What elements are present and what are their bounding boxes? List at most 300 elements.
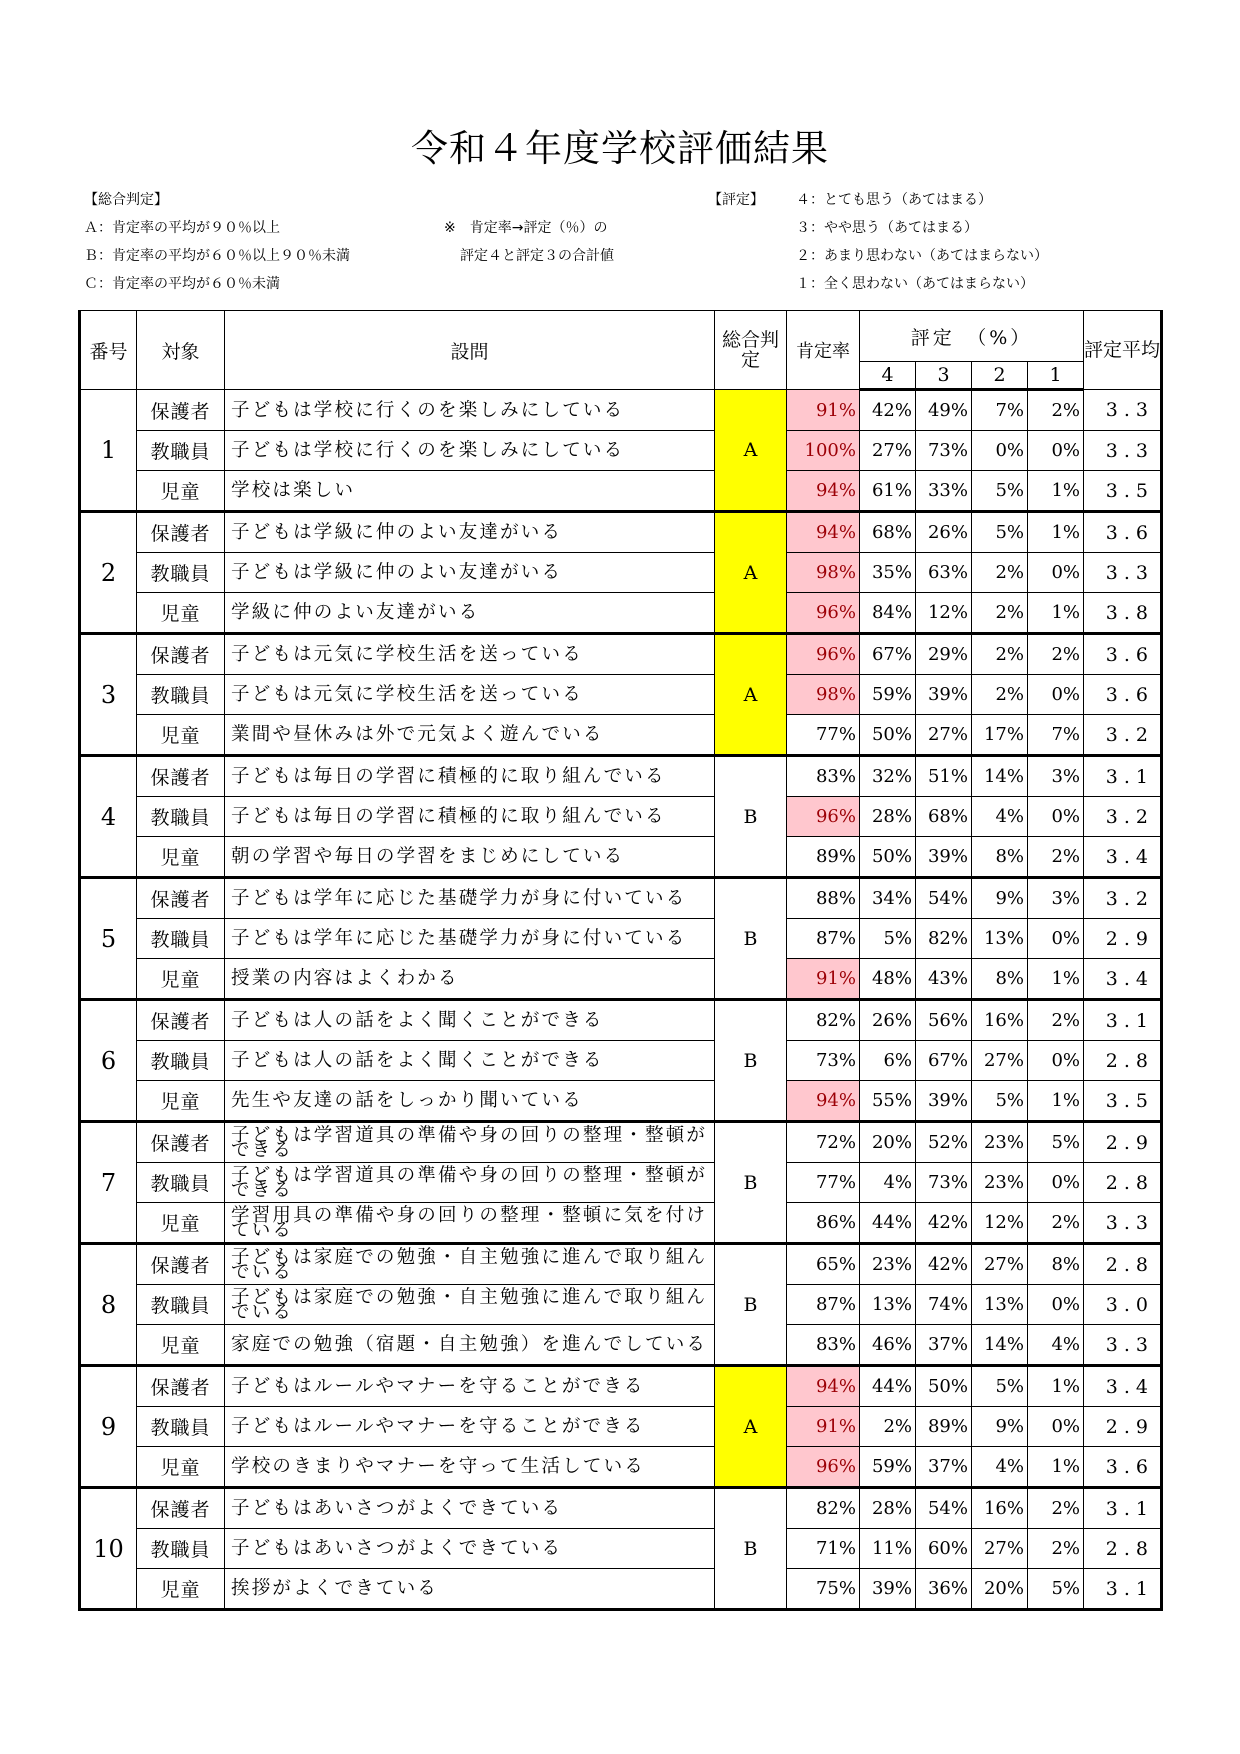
rating-1-cell: 0%	[1028, 1285, 1084, 1325]
rating-3-cell: 39%	[916, 1081, 972, 1122]
table-row	[80, 1081, 1162, 1122]
rating-4-cell: 50%	[860, 837, 916, 878]
target-cell: 教職員	[137, 553, 225, 593]
question-cell: 挨拶がよくできている	[225, 1569, 715, 1610]
rating-4-cell: 44%	[860, 1366, 916, 1407]
rating-1-cell: 0%	[1028, 431, 1084, 471]
item-number: 10	[80, 1488, 137, 1610]
rate-cell: 83%	[787, 756, 860, 797]
question-cell: 子どもは毎日の学習に積極的に取り組んでいる	[225, 756, 715, 797]
table-row	[80, 919, 1162, 959]
header-number: 番号	[80, 311, 137, 390]
legend-line: ２：あまり思わない（あてはまらない）	[796, 248, 1048, 264]
question-cell: 子どもは学級に仲のよい友達がいる	[225, 512, 715, 553]
item-number: 4	[80, 756, 137, 878]
item-number: 3	[80, 634, 137, 756]
target-cell: 保護者	[137, 1366, 225, 1407]
question-cell: 子どもは人の話をよく聞くことができる	[225, 1041, 715, 1081]
question-cell: 子どもはあいさつがよくできている	[225, 1529, 715, 1569]
average-cell: 3.6	[1084, 675, 1162, 715]
average-cell: 3.4	[1084, 1366, 1162, 1407]
rating-2-cell: 5%	[972, 471, 1028, 512]
average-cell: 2.8	[1084, 1244, 1162, 1285]
rate-cell: 73%	[787, 1041, 860, 1081]
rating-3-cell: 67%	[916, 1041, 972, 1081]
question-cell: 子どもはあいさつがよくできている	[225, 1488, 715, 1529]
rating-3-cell: 49%	[916, 390, 972, 431]
table-body	[80, 390, 1162, 1610]
rating-3-cell: 42%	[916, 1203, 972, 1244]
rating-3-cell: 89%	[916, 1407, 972, 1447]
rating-2-cell: 2%	[972, 593, 1028, 634]
rating-2-cell: 14%	[972, 1325, 1028, 1366]
target-cell: 保護者	[137, 1000, 225, 1041]
header-judgement: 総合判定	[715, 311, 787, 390]
rating-1-cell: 1%	[1028, 1447, 1084, 1488]
rate-cell: 72%	[787, 1122, 860, 1163]
question-cell: 子どもは学習道具の準備や身の回りの整理・整頓ができる	[225, 1122, 715, 1163]
question-cell: 朝の学習や毎日の学習をまじめにしている	[225, 837, 715, 878]
rate-cell: 87%	[787, 1285, 860, 1325]
average-cell: 2.9	[1084, 919, 1162, 959]
rating-1-cell: 2%	[1028, 1000, 1084, 1041]
rate-cell: 89%	[787, 837, 860, 878]
question-cell: 子どもは人の話をよく聞くことができる	[225, 1000, 715, 1041]
rating-1-cell: 0%	[1028, 1163, 1084, 1203]
rating-4-cell: 28%	[860, 1488, 916, 1529]
rating-2-cell: 20%	[972, 1569, 1028, 1610]
rating-2-cell: 4%	[972, 797, 1028, 837]
target-cell: 保護者	[137, 1488, 225, 1529]
rating-1-cell: 1%	[1028, 959, 1084, 1000]
rating-3-cell: 73%	[916, 431, 972, 471]
question-cell: 子どもは学年に応じた基礎学力が身に付いている	[225, 878, 715, 919]
target-cell: 児童	[137, 1203, 225, 1244]
target-cell: 児童	[137, 1081, 225, 1122]
table-row	[80, 1244, 1162, 1285]
rating-4-cell: 67%	[860, 634, 916, 675]
rating-4-cell: 46%	[860, 1325, 916, 1366]
table-row	[80, 431, 1162, 471]
rating-4-cell: 6%	[860, 1041, 916, 1081]
rate-cell: 98%	[787, 553, 860, 593]
rating-4-cell: 28%	[860, 797, 916, 837]
rating-1-cell: 1%	[1028, 471, 1084, 512]
question-cell: 子どもは学校に行くのを楽しみにしている	[225, 390, 715, 431]
judgement-cell: B	[715, 1244, 787, 1366]
rating-2-cell: 5%	[972, 512, 1028, 553]
question-cell: 子どもは元気に学校生活を送っている	[225, 634, 715, 675]
average-cell: 2.9	[1084, 1407, 1162, 1447]
target-cell: 児童	[137, 715, 225, 756]
rating-4-cell: 48%	[860, 959, 916, 1000]
question-cell: 子どもは家庭での勉強・自主勉強に進んで取り組んでいる	[225, 1285, 715, 1325]
page-title: 令和４年度学校評価結果	[411, 127, 829, 170]
rating-2-cell: 2%	[972, 634, 1028, 675]
target-cell: 保護者	[137, 634, 225, 675]
question-cell: 子どもはルールやマナーを守ることができる	[225, 1366, 715, 1407]
header-rating: 評定 （%）	[860, 311, 1084, 362]
table-row	[80, 1407, 1162, 1447]
average-cell: 2.8	[1084, 1529, 1162, 1569]
table-row	[80, 593, 1162, 634]
table-header	[80, 311, 1162, 390]
target-cell: 児童	[137, 837, 225, 878]
legend-line: Ｂ：肯定率の平均が６０％以上９０％未満	[84, 248, 350, 264]
target-cell: 児童	[137, 593, 225, 634]
target-cell: 教職員	[137, 1285, 225, 1325]
rating-4-cell: 27%	[860, 431, 916, 471]
rating-1-cell: 2%	[1028, 390, 1084, 431]
rating-4-cell: 13%	[860, 1285, 916, 1325]
evaluation-table	[78, 310, 1163, 1611]
rating-3-cell: 50%	[916, 1366, 972, 1407]
rating-3-cell: 60%	[916, 1529, 972, 1569]
average-cell: 3.1	[1084, 756, 1162, 797]
rating-4-cell: 44%	[860, 1203, 916, 1244]
rating-1-cell: 7%	[1028, 715, 1084, 756]
rate-cell: 65%	[787, 1244, 860, 1285]
rating-2-cell: 27%	[972, 1041, 1028, 1081]
question-cell: 学級に仲のよい友達がいる	[225, 593, 715, 634]
rating-3-cell: 82%	[916, 919, 972, 959]
average-cell: 3.1	[1084, 1488, 1162, 1529]
header-rating-1: 1	[1028, 362, 1084, 390]
rating-2-cell: 23%	[972, 1163, 1028, 1203]
rating-4-cell: 39%	[860, 1569, 916, 1610]
rating-2-cell: 23%	[972, 1122, 1028, 1163]
table-row	[80, 512, 1162, 553]
rating-1-cell: 1%	[1028, 512, 1084, 553]
table-row	[80, 797, 1162, 837]
question-cell: 学校のきまりやマナーを守って生活している	[225, 1447, 715, 1488]
rating-1-cell: 5%	[1028, 1122, 1084, 1163]
rating-2-cell: 13%	[972, 1285, 1028, 1325]
rate-cell: 91%	[787, 959, 860, 1000]
average-cell: 3.2	[1084, 878, 1162, 919]
judgement-cell: A	[715, 634, 787, 756]
rating-3-cell: 33%	[916, 471, 972, 512]
rate-cell: 94%	[787, 1081, 860, 1122]
target-cell: 教職員	[137, 1529, 225, 1569]
question-cell: 子どもは家庭での勉強・自主勉強に進んで取り組んでいる	[225, 1244, 715, 1285]
target-cell: 教職員	[137, 431, 225, 471]
rate-cell: 88%	[787, 878, 860, 919]
rate-cell: 77%	[787, 715, 860, 756]
table-row	[80, 553, 1162, 593]
judgement-cell: A	[715, 512, 787, 634]
rate-cell: 77%	[787, 1163, 860, 1203]
rate-cell: 94%	[787, 512, 860, 553]
average-cell: 3.0	[1084, 1285, 1162, 1325]
rating-1-cell: 2%	[1028, 1529, 1084, 1569]
average-cell: 3.2	[1084, 715, 1162, 756]
table-row	[80, 1488, 1162, 1529]
rating-4-cell: 5%	[860, 919, 916, 959]
judgement-cell: A	[715, 390, 787, 512]
rating-4-cell: 61%	[860, 471, 916, 512]
target-cell: 保護者	[137, 512, 225, 553]
average-cell: 2.8	[1084, 1041, 1162, 1081]
rate-cell: 87%	[787, 919, 860, 959]
table-row	[80, 1203, 1162, 1244]
rate-cell: 100%	[787, 431, 860, 471]
rating-3-cell: 54%	[916, 878, 972, 919]
question-cell: 家庭での勉強（宿題・自主勉強）を進んでしている	[225, 1325, 715, 1366]
header-rate: 肯定率	[787, 311, 860, 390]
rating-4-cell: 26%	[860, 1000, 916, 1041]
rating-1-cell: 2%	[1028, 837, 1084, 878]
rating-4-cell: 55%	[860, 1081, 916, 1122]
legend-line: １：全く思わない（あてはまらない）	[796, 276, 1034, 292]
legend-line: Ｃ：肯定率の平均が６０％未満	[84, 276, 280, 292]
average-cell: 3.3	[1084, 390, 1162, 431]
average-cell: 3.5	[1084, 1081, 1162, 1122]
rating-4-cell: 4%	[860, 1163, 916, 1203]
rating-2-cell: 9%	[972, 878, 1028, 919]
rating-1-cell: 1%	[1028, 1081, 1084, 1122]
rating-4-cell: 11%	[860, 1529, 916, 1569]
rating-2-cell: 8%	[972, 959, 1028, 1000]
rate-cell: 98%	[787, 675, 860, 715]
rating-1-cell: 3%	[1028, 878, 1084, 919]
rating-1-cell: 2%	[1028, 1203, 1084, 1244]
average-cell: 3.4	[1084, 837, 1162, 878]
average-cell: 3.3	[1084, 431, 1162, 471]
rating-4-cell: 35%	[860, 553, 916, 593]
legend-note	[444, 214, 614, 270]
rating-4-cell: 2%	[860, 1407, 916, 1447]
rating-3-cell: 43%	[916, 959, 972, 1000]
table-row	[80, 959, 1162, 1000]
average-cell: 2.9	[1084, 1122, 1162, 1163]
rating-4-cell: 59%	[860, 1447, 916, 1488]
item-number: 8	[80, 1244, 137, 1366]
average-cell: 3.3	[1084, 1203, 1162, 1244]
header-question: 設問	[225, 311, 715, 390]
target-cell: 教職員	[137, 675, 225, 715]
header-rating-4: 4	[860, 362, 916, 390]
rate-cell: 91%	[787, 390, 860, 431]
target-cell: 教職員	[137, 919, 225, 959]
rate-cell: 96%	[787, 634, 860, 675]
rating-2-cell: 12%	[972, 1203, 1028, 1244]
rating-4-cell: 32%	[860, 756, 916, 797]
rate-cell: 75%	[787, 1569, 860, 1610]
rating-4-cell: 50%	[860, 715, 916, 756]
question-cell: 業間や昼休みは外で元気よく遊んでいる	[225, 715, 715, 756]
legend-line: 【総合判定】	[84, 192, 168, 208]
rating-2-cell: 5%	[972, 1366, 1028, 1407]
judgement-cell: A	[715, 1366, 787, 1488]
rating-4-cell: 34%	[860, 878, 916, 919]
table-row	[80, 1447, 1162, 1488]
legend-line: ３：やや思う（あてはまる）	[796, 220, 978, 236]
rating-2-cell: 16%	[972, 1000, 1028, 1041]
rating-1-cell: 1%	[1028, 593, 1084, 634]
rating-2-cell: 8%	[972, 837, 1028, 878]
rate-cell: 94%	[787, 1366, 860, 1407]
rating-1-cell: 0%	[1028, 1407, 1084, 1447]
header-average: 評定平均	[1084, 311, 1162, 390]
question-cell: 学校は楽しい	[225, 471, 715, 512]
legend-line: ※ 肯定率→評定（％）の	[444, 220, 608, 236]
target-cell: 児童	[137, 1569, 225, 1610]
rating-2-cell: 0%	[972, 431, 1028, 471]
rating-3-cell: 68%	[916, 797, 972, 837]
average-cell: 3.4	[1084, 959, 1162, 1000]
average-cell: 3.1	[1084, 1569, 1162, 1610]
table-row	[80, 1285, 1162, 1325]
rating-3-cell: 63%	[916, 553, 972, 593]
rating-3-cell: 73%	[916, 1163, 972, 1203]
rating-3-cell: 37%	[916, 1325, 972, 1366]
question-cell: 学習用具の準備や身の回りの整理・整頓に気を付けている	[225, 1203, 715, 1244]
table-row	[80, 715, 1162, 756]
table-row	[80, 1366, 1162, 1407]
rating-3-cell: 51%	[916, 756, 972, 797]
rate-cell: 96%	[787, 593, 860, 634]
legend-rating-label: 【評定】	[708, 192, 764, 208]
rate-cell: 83%	[787, 1325, 860, 1366]
question-cell: 子どもは学習道具の準備や身の回りの整理・整頓ができる	[225, 1163, 715, 1203]
table-row	[80, 1569, 1162, 1610]
target-cell: 児童	[137, 1447, 225, 1488]
average-cell: 3.5	[1084, 471, 1162, 512]
rating-3-cell: 12%	[916, 593, 972, 634]
rating-3-cell: 29%	[916, 634, 972, 675]
table-row	[80, 471, 1162, 512]
question-cell: 子どもは学年に応じた基礎学力が身に付いている	[225, 919, 715, 959]
average-cell: 3.6	[1084, 512, 1162, 553]
question-cell: 子どもは学級に仲のよい友達がいる	[225, 553, 715, 593]
header-target: 対象	[137, 311, 225, 390]
average-cell: 3.2	[1084, 797, 1162, 837]
header-rating-3: 3	[916, 362, 972, 390]
judgement-cell: B	[715, 1122, 787, 1244]
rating-4-cell: 84%	[860, 593, 916, 634]
judgement-cell: B	[715, 1000, 787, 1122]
item-number: 5	[80, 878, 137, 1000]
target-cell: 保護者	[137, 1122, 225, 1163]
table-row	[80, 1163, 1162, 1203]
rating-3-cell: 52%	[916, 1122, 972, 1163]
rating-3-cell: 39%	[916, 675, 972, 715]
question-cell: 子どもは元気に学校生活を送っている	[225, 675, 715, 715]
average-cell: 3.6	[1084, 1447, 1162, 1488]
rate-cell: 82%	[787, 1488, 860, 1529]
legend-rating	[796, 186, 1048, 298]
table-row	[80, 1529, 1162, 1569]
target-cell: 教職員	[137, 1407, 225, 1447]
question-cell: 子どもは毎日の学習に積極的に取り組んでいる	[225, 797, 715, 837]
rating-2-cell: 9%	[972, 1407, 1028, 1447]
target-cell: 児童	[137, 1325, 225, 1366]
target-cell: 教職員	[137, 1041, 225, 1081]
rating-3-cell: 42%	[916, 1244, 972, 1285]
rating-1-cell: 4%	[1028, 1325, 1084, 1366]
rating-1-cell: 0%	[1028, 919, 1084, 959]
table-row	[80, 1325, 1162, 1366]
rating-3-cell: 39%	[916, 837, 972, 878]
rating-3-cell: 74%	[916, 1285, 972, 1325]
question-cell: 子どもはルールやマナーを守ることができる	[225, 1407, 715, 1447]
rating-2-cell: 7%	[972, 390, 1028, 431]
legend-overall	[84, 186, 350, 298]
rate-cell: 96%	[787, 797, 860, 837]
table-row	[80, 756, 1162, 797]
rating-1-cell: 2%	[1028, 634, 1084, 675]
rating-4-cell: 42%	[860, 390, 916, 431]
average-cell: 3.3	[1084, 553, 1162, 593]
table-row	[80, 837, 1162, 878]
table-row	[80, 675, 1162, 715]
rating-1-cell: 1%	[1028, 1366, 1084, 1407]
target-cell: 保護者	[137, 1244, 225, 1285]
rate-cell: 96%	[787, 1447, 860, 1488]
question-cell: 子どもは学校に行くのを楽しみにしている	[225, 431, 715, 471]
rating-1-cell: 2%	[1028, 1488, 1084, 1529]
target-cell: 教職員	[137, 1163, 225, 1203]
rating-1-cell: 0%	[1028, 797, 1084, 837]
table-row	[80, 1122, 1162, 1163]
item-number: 2	[80, 512, 137, 634]
rating-1-cell: 5%	[1028, 1569, 1084, 1610]
average-cell: 3.6	[1084, 634, 1162, 675]
rating-1-cell: 0%	[1028, 553, 1084, 593]
rating-4-cell: 68%	[860, 512, 916, 553]
rating-1-cell: 3%	[1028, 756, 1084, 797]
rate-cell: 82%	[787, 1000, 860, 1041]
target-cell: 保護者	[137, 878, 225, 919]
target-cell: 児童	[137, 471, 225, 512]
question-cell: 先生や友達の話をしっかり聞いている	[225, 1081, 715, 1122]
judgement-cell: B	[715, 1488, 787, 1610]
question-cell: 授業の内容はよくわかる	[225, 959, 715, 1000]
rating-1-cell: 0%	[1028, 675, 1084, 715]
header-rating-2: 2	[972, 362, 1028, 390]
table-row	[80, 634, 1162, 675]
target-cell: 教職員	[137, 797, 225, 837]
rating-2-cell: 17%	[972, 715, 1028, 756]
rating-2-cell: 27%	[972, 1244, 1028, 1285]
rate-cell: 71%	[787, 1529, 860, 1569]
rate-cell: 94%	[787, 471, 860, 512]
rating-3-cell: 54%	[916, 1488, 972, 1529]
item-number: 1	[80, 390, 137, 512]
item-number: 9	[80, 1366, 137, 1488]
rating-2-cell: 14%	[972, 756, 1028, 797]
table-row	[80, 1000, 1162, 1041]
rating-2-cell: 5%	[972, 1081, 1028, 1122]
rating-2-cell: 13%	[972, 919, 1028, 959]
rating-2-cell: 16%	[972, 1488, 1028, 1529]
rate-cell: 91%	[787, 1407, 860, 1447]
legend-line: ４：とても思う（あてはまる）	[796, 192, 992, 208]
rating-3-cell: 36%	[916, 1569, 972, 1610]
judgement-cell: B	[715, 878, 787, 1000]
average-cell: 3.1	[1084, 1000, 1162, 1041]
table-row	[80, 1041, 1162, 1081]
average-cell: 3.8	[1084, 593, 1162, 634]
target-cell: 保護者	[137, 390, 225, 431]
rating-4-cell: 20%	[860, 1122, 916, 1163]
rate-cell: 86%	[787, 1203, 860, 1244]
rating-2-cell: 4%	[972, 1447, 1028, 1488]
rating-3-cell: 56%	[916, 1000, 972, 1041]
rating-4-cell: 59%	[860, 675, 916, 715]
item-number: 7	[80, 1122, 137, 1244]
